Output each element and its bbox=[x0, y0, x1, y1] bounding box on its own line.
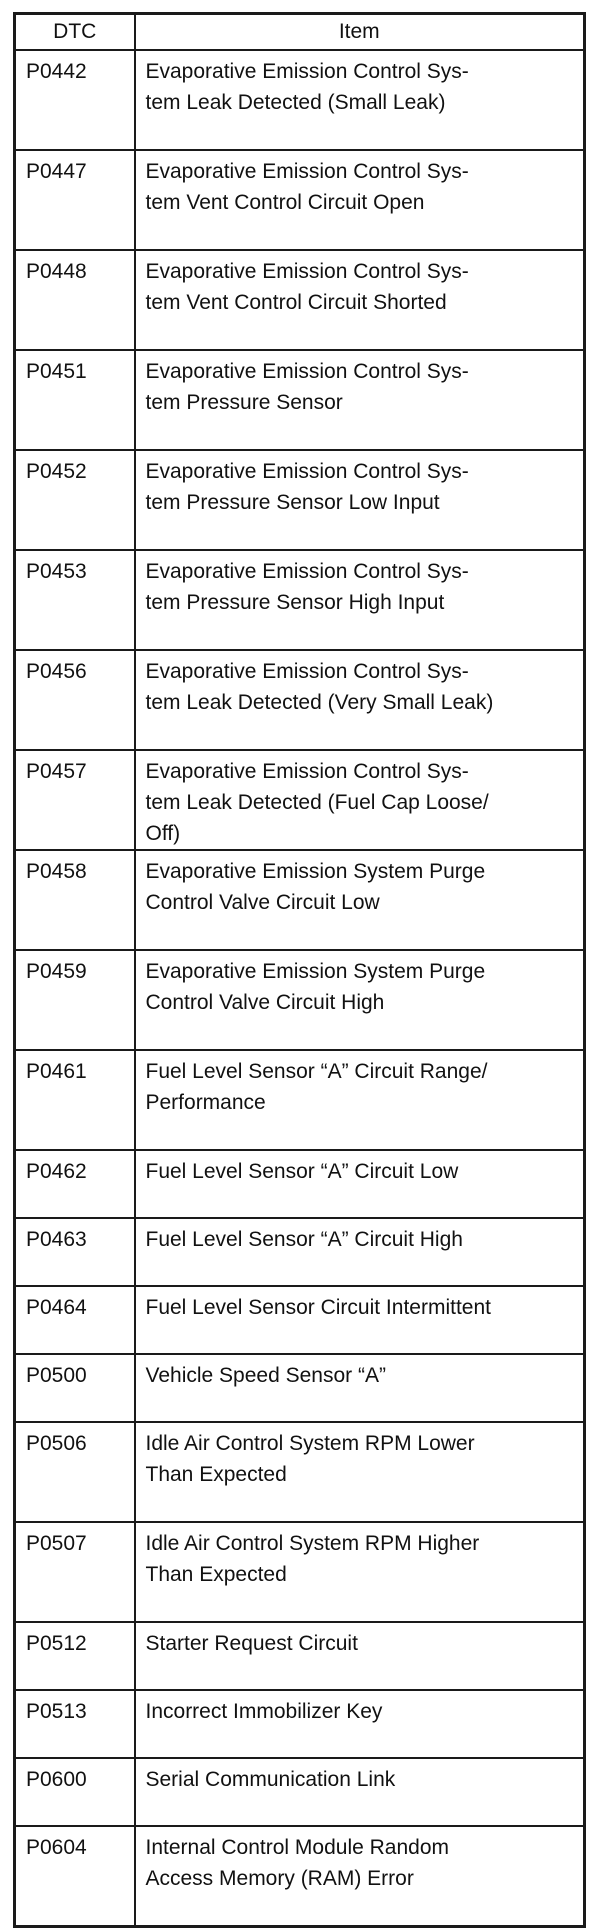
table-row bbox=[15, 50, 585, 150]
table-row bbox=[15, 1622, 585, 1690]
table-row bbox=[15, 350, 585, 450]
table-row bbox=[15, 1422, 585, 1522]
table-row bbox=[15, 850, 585, 950]
table-row bbox=[15, 1826, 585, 1926]
dtc-table bbox=[13, 12, 586, 1928]
dtc-item-cell: Evaporative Emission Control Sys- tem Pressure Sensor Low Input bbox=[135, 450, 585, 550]
table-row bbox=[15, 1758, 585, 1826]
dtc-item-cell: Serial Communication Link bbox=[135, 1758, 585, 1826]
dtc-code-cell: P0457 bbox=[15, 750, 135, 850]
dtc-item-cell: Evaporative Emission Control Sys- tem Leak Detected (Fuel Cap Loose/ Off) bbox=[135, 750, 585, 850]
table-row bbox=[15, 1286, 585, 1354]
dtc-item-cell: Evaporative Emission Control Sys- tem Pressure Sensor bbox=[135, 350, 585, 450]
table-row bbox=[15, 1150, 585, 1218]
dtc-code-cell: P0506 bbox=[15, 1422, 135, 1522]
dtc-code-cell: P0463 bbox=[15, 1218, 135, 1286]
dtc-code-cell: P0464 bbox=[15, 1286, 135, 1354]
dtc-code-cell: P0513 bbox=[15, 1690, 135, 1758]
dtc-item-cell: Evaporative Emission Control Sys- tem Vent Control Circuit Open bbox=[135, 150, 585, 250]
dtc-code-cell: P0452 bbox=[15, 450, 135, 550]
dtc-item-cell: Idle Air Control System RPM Lower Than Expected bbox=[135, 1422, 585, 1522]
dtc-code-cell: P0447 bbox=[15, 150, 135, 250]
table-row bbox=[15, 950, 585, 1050]
header-item: Item bbox=[135, 14, 585, 51]
table-row bbox=[15, 250, 585, 350]
table-row bbox=[15, 150, 585, 250]
dtc-item-cell: Evaporative Emission Control Sys- tem Leak Detected (Small Leak) bbox=[135, 50, 585, 150]
table-body bbox=[15, 50, 585, 1926]
dtc-item-cell: Incorrect Immobilizer Key bbox=[135, 1690, 585, 1758]
dtc-item-cell: Fuel Level Sensor “A” Circuit High bbox=[135, 1218, 585, 1286]
dtc-item-cell: Evaporative Emission Control Sys- tem Pressure Sensor High Input bbox=[135, 550, 585, 650]
dtc-code-cell: P0507 bbox=[15, 1522, 135, 1622]
dtc-item-cell: Vehicle Speed Sensor “A” bbox=[135, 1354, 585, 1422]
table-row bbox=[15, 450, 585, 550]
dtc-code-cell: P0500 bbox=[15, 1354, 135, 1422]
table-row bbox=[15, 750, 585, 850]
table-row bbox=[15, 1690, 585, 1758]
dtc-code-cell: P0604 bbox=[15, 1826, 135, 1926]
header-dtc: DTC bbox=[15, 14, 135, 51]
dtc-item-cell: Fuel Level Sensor “A” Circuit Low bbox=[135, 1150, 585, 1218]
dtc-item-cell: Evaporative Emission Control Sys- tem Vent Control Circuit Shorted bbox=[135, 250, 585, 350]
table-header bbox=[15, 14, 585, 51]
dtc-code-cell: P0462 bbox=[15, 1150, 135, 1218]
dtc-code-cell: P0512 bbox=[15, 1622, 135, 1690]
dtc-code-cell: P0458 bbox=[15, 850, 135, 950]
table-row bbox=[15, 1354, 585, 1422]
dtc-code-cell: P0456 bbox=[15, 650, 135, 750]
dtc-code-cell: P0461 bbox=[15, 1050, 135, 1150]
table-row bbox=[15, 550, 585, 650]
dtc-item-cell: Evaporative Emission System Purge Control Valve Circuit High bbox=[135, 950, 585, 1050]
dtc-code-cell: P0600 bbox=[15, 1758, 135, 1826]
dtc-code-cell: P0442 bbox=[15, 50, 135, 150]
dtc-item-cell: Internal Control Module Random Access Memory (RAM) Error bbox=[135, 1826, 585, 1926]
dtc-item-cell: Starter Request Circuit bbox=[135, 1622, 585, 1690]
dtc-code-cell: P0448 bbox=[15, 250, 135, 350]
dtc-item-cell: Fuel Level Sensor “A” Circuit Range/ Performance bbox=[135, 1050, 585, 1150]
table-row bbox=[15, 1522, 585, 1622]
table-row bbox=[15, 1050, 585, 1150]
dtc-item-cell: Evaporative Emission System Purge Control Valve Circuit Low bbox=[135, 850, 585, 950]
dtc-item-cell: Fuel Level Sensor Circuit Intermittent bbox=[135, 1286, 585, 1354]
table-row bbox=[15, 650, 585, 750]
dtc-code-cell: P0459 bbox=[15, 950, 135, 1050]
dtc-item-cell: Evaporative Emission Control Sys- tem Leak Detected (Very Small Leak) bbox=[135, 650, 585, 750]
dtc-code-cell: P0453 bbox=[15, 550, 135, 650]
dtc-item-cell: Idle Air Control System RPM Higher Than Expected bbox=[135, 1522, 585, 1622]
header-row bbox=[15, 14, 585, 51]
table-row bbox=[15, 1218, 585, 1286]
dtc-code-cell: P0451 bbox=[15, 350, 135, 450]
